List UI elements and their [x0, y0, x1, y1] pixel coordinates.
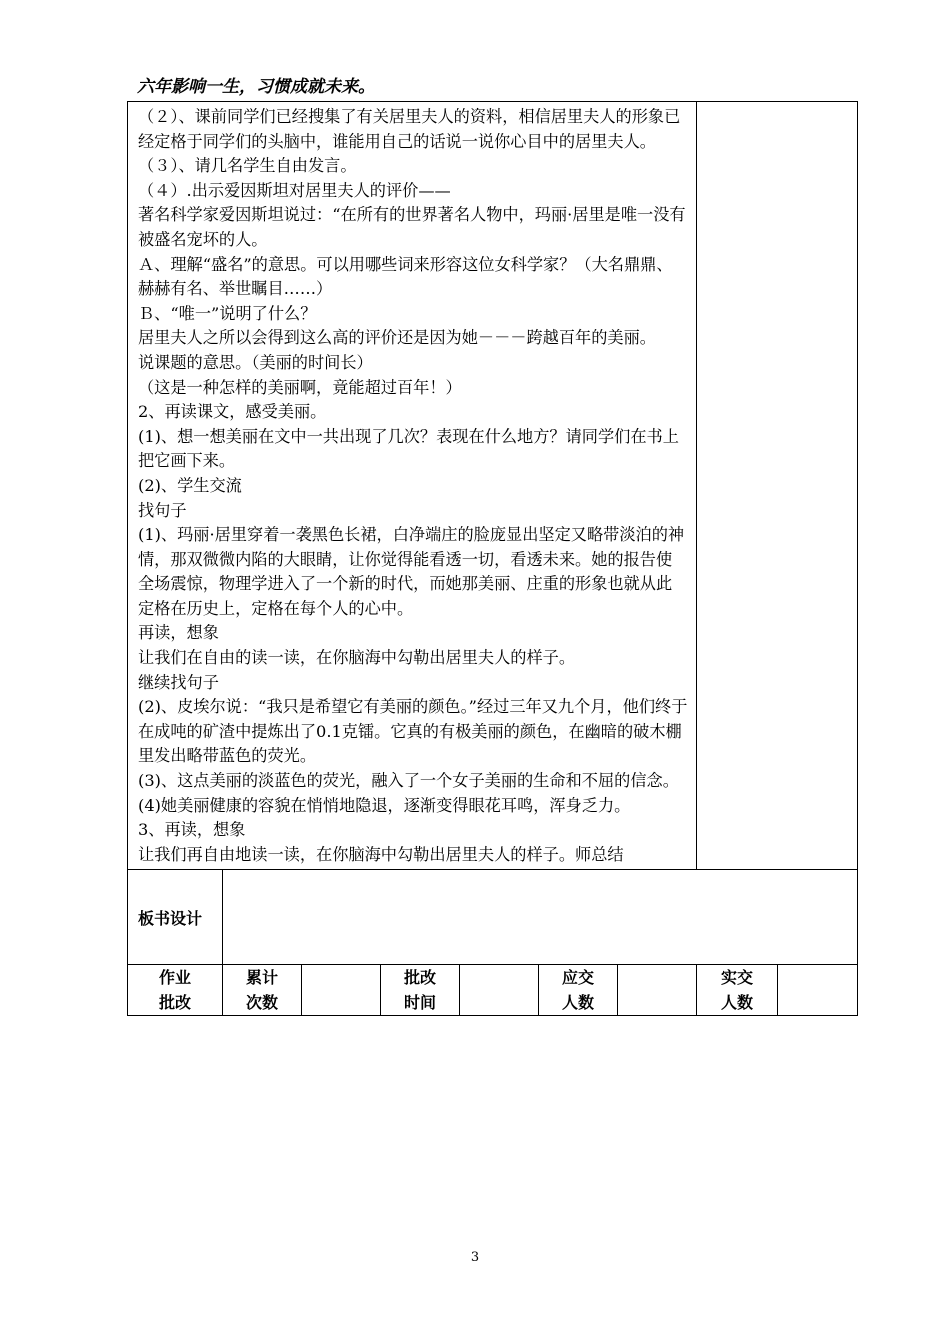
- actual-label-line1: 实交: [721, 968, 754, 988]
- actual-value-cell: [778, 965, 858, 1016]
- content-line: (1)、想一想美丽在文中一共出现了几次？表现在什么地方？请同学们在书上把它画下来。: [138, 426, 679, 471]
- notes-cell: [697, 102, 858, 870]
- content-line: 居里夫人之所以会得到这么高的评价还是因为她－－－跨越百年的美丽。: [138, 328, 656, 348]
- homework-label-line1: 作业: [158, 968, 191, 988]
- content-line: （２）、课前同学们已经搜集了有关居里夫人的资料，相信居里夫人的形象已经定格于同学们的头脑中，谁能用自己的话说一说你心目中的居里夫人。: [138, 107, 681, 151]
- content-line: Ｂ、“唯一”说明了什么？: [138, 303, 317, 323]
- content-line: （３）、请几名学生自由发言。: [138, 156, 357, 176]
- content-line: 2、再读课文，感受美丽。: [138, 402, 327, 422]
- lesson-content: [128, 102, 696, 869]
- actual-label-cell: [697, 965, 778, 1016]
- lesson-plan-table: [127, 101, 858, 1016]
- due-label-line1: 应交: [561, 968, 594, 988]
- content-row: [128, 102, 858, 870]
- page-number: 3: [470, 1250, 480, 1265]
- count-label-line2: 次数: [245, 993, 278, 1013]
- content-line: (2)、皮埃尔说：“我只是希望它有美丽的颜色。”经过三年又九个月，他们终于在成吨的矿渣中提炼出了0.1克镭。它真的有极美丽的颜色，在幽暗的破木棚里发出略带蓝色的荧光。: [138, 697, 688, 766]
- content-line: (2)、学生交流: [138, 475, 242, 495]
- content-line: （这是一种怎样的美丽啊，竟能超过百年！）: [138, 377, 462, 397]
- content-line: 让我们再自由地读一读，在你脑海中勾勒出居里夫人的样子。师总结: [138, 844, 624, 864]
- time-value-cell: [460, 965, 539, 1016]
- time-label-line2: 时间: [403, 993, 436, 1013]
- count-value-cell: [302, 965, 381, 1016]
- homework-label-cell: [128, 965, 223, 1016]
- due-value-cell: [618, 965, 697, 1016]
- homework-label-line2: 批改: [158, 993, 191, 1013]
- content-line: （４）.出示爱因斯坦对居里夫人的评价——: [138, 180, 451, 200]
- content-line: (3)、这点美丽的淡蓝色的荧光，融入了一个女子美丽的生命和不屈的信念。: [138, 771, 679, 791]
- count-label-line1: 累计: [245, 968, 278, 988]
- board-design-cell: [223, 870, 858, 965]
- time-label-cell: [381, 965, 460, 1016]
- homework-row: [128, 965, 858, 1016]
- content-line: 找句子: [138, 500, 187, 520]
- content-line: 让我们在自由的读一读，在你脑海中勾勒出居里夫人的样子。: [138, 648, 576, 668]
- content-line: (1)、玛丽·居里穿着一袭黑色长裙，白净端庄的脸庞显出坚定又略带淡泊的神情，那双微微内陷的大眼睛，让你觉得能看透一切，看透未来。她的报告使全场震惊，物理学进入了一个新的时代，而她那美丽、庄重的形象也就从此定格在历史上，定格在每个人的心中。: [138, 525, 685, 618]
- actual-label-line2: 人数: [721, 993, 754, 1013]
- content-line: (4)她美丽健康的容貌在悄悄地隐退，逐渐变得眼花耳鸣，浑身乏力。: [138, 795, 631, 815]
- page-header-motto: 六年影响一生，习惯成就未来。: [137, 77, 375, 97]
- board-design-row: [128, 870, 858, 965]
- due-label-cell: [539, 965, 618, 1016]
- board-design-label-cell: [128, 870, 223, 965]
- content-line: 3、再读，想象: [138, 820, 246, 840]
- content-line: 再读，想象: [138, 623, 219, 643]
- due-label-line2: 人数: [561, 993, 594, 1013]
- content-line: 继续找句子: [138, 672, 219, 692]
- content-line: Ａ、理解“盛名”的意思。可以用哪些词来形容这位女科学家？（大名鼎鼎、赫赫有名、举世瞩目……）: [138, 254, 673, 299]
- content-line: 说课题的意思。（美丽的时间长）: [138, 352, 373, 372]
- count-label-cell: [223, 965, 302, 1016]
- content-line: 著名科学家爱因斯坦说过：“在所有的世界著名人物中，玛丽·居里是唯一没有被盛名宠坏的人。: [138, 205, 686, 249]
- board-design-label: 板书设计: [138, 908, 203, 928]
- time-label-line1: 批改: [403, 968, 436, 988]
- lesson-content-cell: [128, 102, 697, 870]
